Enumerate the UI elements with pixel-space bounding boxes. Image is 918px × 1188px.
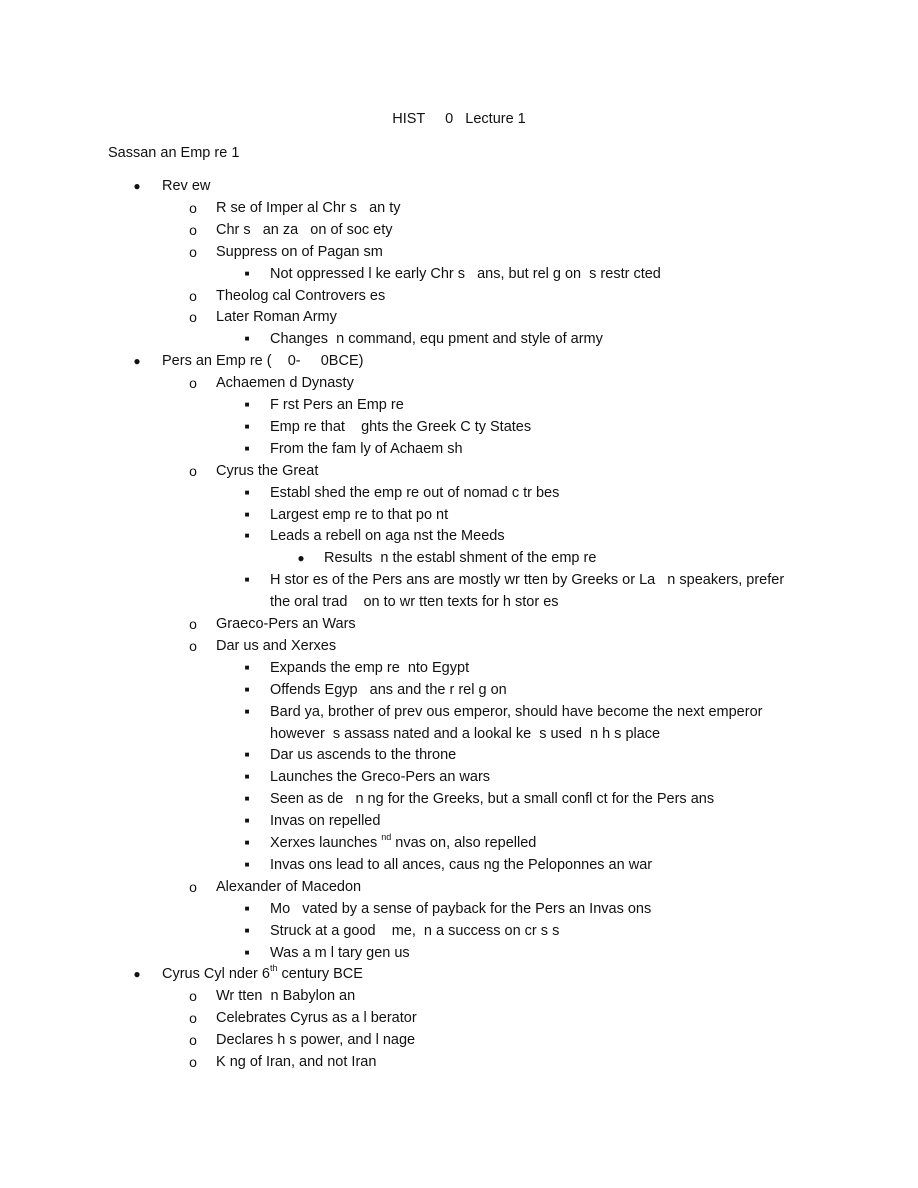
square-bullet-icon: ■ xyxy=(244,903,250,913)
square-bullet-icon: ■ xyxy=(244,487,250,497)
outline-item-text: however s assass nated and a lookal ke s used n h s place xyxy=(270,725,661,742)
outline-item-level-3 xyxy=(244,898,652,920)
square-bullet-icon: ■ xyxy=(244,443,250,453)
outline-item-text-after: century BCE xyxy=(277,966,363,983)
outline-item-text: Dar us ascends to the throne xyxy=(270,747,457,764)
outline-item-level-4 xyxy=(297,547,597,569)
outline-item-text: Expands the emp re nto Egypt xyxy=(270,659,470,676)
outline-item-level-3 xyxy=(244,744,457,766)
outline-item-text: Largest emp re to that po nt xyxy=(270,506,449,523)
outline-item-level-3 xyxy=(244,810,381,832)
outline-item-text: Launches the Greco-Pers an wars xyxy=(270,769,491,786)
outline-item-text: Bard ya, brother of prev ous emperor, should have become the next emperor xyxy=(270,703,763,720)
outline-item-level-3 xyxy=(244,920,560,942)
outline-item-text: Later Roman Army xyxy=(216,309,337,326)
outline-item-continuation xyxy=(270,591,559,613)
square-bullet-icon: ■ xyxy=(244,531,250,541)
outline-item-text: R se of Imper al Chr s an ty xyxy=(216,199,401,216)
square-bullet-icon: ■ xyxy=(244,334,250,344)
outline-item-text: Celebrates Cyrus as a l berator xyxy=(216,1010,417,1027)
square-bullet-icon: ■ xyxy=(244,838,250,847)
outline-item-level-3 xyxy=(244,657,470,679)
outline-item-level-3 xyxy=(244,679,507,701)
outline-item-text: Chr s an za on of soc ety xyxy=(216,221,393,238)
square-bullet-icon: ■ xyxy=(244,662,250,672)
outline-item-text: Xerxes launches xyxy=(270,835,382,851)
outline-item-level-1 xyxy=(133,175,211,197)
hollow-bullet-icon: o xyxy=(189,878,197,895)
square-bullet-icon: ■ xyxy=(244,575,250,585)
outline-item-text: Changes n command, equ pment and style of army xyxy=(270,331,603,348)
outline-item-text: Wr tten n Babylon an xyxy=(216,988,356,1005)
outline-item-text: Mo vated by a sense of payback for the Pers an Invas ons xyxy=(270,900,652,917)
outline-item-level-2 xyxy=(189,1007,417,1029)
outline-item-level-3 xyxy=(244,438,463,460)
outline-item-level-2 xyxy=(189,635,337,657)
outline-item-continuation xyxy=(270,723,660,745)
square-bullet-icon: ■ xyxy=(244,772,250,782)
outline-item-text: Seen as de n ng for the Greeks, but a small confl ct for the Pers ans xyxy=(270,791,715,808)
outline-item-level-2 xyxy=(189,241,383,263)
outline-item-level-2 xyxy=(189,372,354,394)
bullet-icon: ● xyxy=(297,551,305,566)
square-bullet-icon: ■ xyxy=(244,947,250,957)
outline-item-text: K ng of Iran, and not Iran xyxy=(216,1054,377,1070)
outline-item-text: Theolog cal Controvers es xyxy=(216,287,386,304)
hollow-bullet-icon: o xyxy=(189,988,197,1005)
outline-item-text: Graeco-Pers an Wars xyxy=(216,616,356,632)
square-bullet-icon: ■ xyxy=(244,400,250,409)
section-heading: Sassan an Emp re 1 xyxy=(108,145,240,161)
outline-item-level-2 xyxy=(189,460,319,482)
square-bullet-icon: ■ xyxy=(244,816,250,826)
outline-item-text: Results n the establ shment of the emp re xyxy=(324,550,597,567)
outline-item-text: Establ shed the emp re out of nomad c tr bes xyxy=(270,484,560,501)
hollow-bullet-icon: o xyxy=(189,243,197,260)
outline-item-level-2 xyxy=(189,306,337,328)
bullet-icon: ● xyxy=(133,967,141,982)
outline-item-level-1 xyxy=(133,963,363,985)
outline-item-level-3 xyxy=(244,766,491,788)
outline-item-text: Alexander of Macedon xyxy=(216,878,362,895)
outline-item-text: Invas ons lead to all ances, caus ng the Peloponnes an war xyxy=(270,856,653,873)
square-bullet-icon: ■ xyxy=(244,706,250,716)
hollow-bullet-icon: o xyxy=(189,375,197,392)
outline-item-level-3 xyxy=(244,328,603,350)
outline-item-level-3 xyxy=(244,263,661,285)
lecture-title: HIST 0 Lecture 1 xyxy=(392,111,526,127)
outline-item-text: Dar us and Xerxes xyxy=(216,637,337,654)
outline-item-level-3 xyxy=(244,832,537,854)
outline-item-level-2 xyxy=(189,285,386,307)
square-bullet-icon: ■ xyxy=(244,794,250,804)
outline-item-text: the oral trad on to wr tten texts for h stor es xyxy=(270,594,559,611)
outline-item-text-after: nvas on, also repelled xyxy=(391,835,537,851)
outline-item-level-1 xyxy=(133,350,364,372)
bullet-icon: ● xyxy=(133,354,141,369)
outline-item-level-3 xyxy=(244,942,410,964)
outline-item-text: Declares h s power, and l nage xyxy=(216,1032,416,1049)
hollow-bullet-icon: o xyxy=(189,1010,197,1027)
square-bullet-icon: ■ xyxy=(244,509,250,519)
outline-item-level-2 xyxy=(189,985,356,1007)
outline-item-text: Was a m l tary gen us xyxy=(270,944,410,961)
square-bullet-icon: ■ xyxy=(244,925,250,935)
superscript: th xyxy=(269,963,278,974)
outline-item-text: Emp re that ghts the Greek C ty States xyxy=(270,418,532,435)
hollow-bullet-icon: o xyxy=(189,637,197,654)
square-bullet-icon: ■ xyxy=(244,268,250,278)
outline-item-text: Rev ew xyxy=(162,178,211,194)
hollow-bullet-icon: o xyxy=(189,1032,197,1049)
outline-item-text: Pers an Emp re ( 0- 0BCE) xyxy=(162,353,364,370)
outline-item-level-3 xyxy=(244,854,653,876)
outline-item-text: Offends Egyp ans and the r rel g on xyxy=(270,681,507,698)
outline-item-text: Invas on repelled xyxy=(270,813,381,830)
outline-item-level-2 xyxy=(189,1029,416,1051)
hollow-bullet-icon: o xyxy=(189,462,197,479)
outline-item-level-3 xyxy=(244,504,449,526)
outline-item-level-3 xyxy=(244,416,532,438)
outline-item-text: Leads a rebell on aga nst the Meeds xyxy=(270,528,505,545)
outline-item-text: Cyrus Cyl nder 6 xyxy=(162,966,270,983)
hollow-bullet-icon: o xyxy=(189,287,197,304)
outline-item-level-2 xyxy=(189,613,356,635)
hollow-bullet-icon: o xyxy=(189,309,197,326)
square-bullet-icon: ■ xyxy=(244,684,250,694)
outline-item-level-3 xyxy=(244,788,715,810)
outline-item-level-2 xyxy=(189,219,393,241)
outline-item-text: Cyrus the Great xyxy=(216,462,319,479)
outline-item-text: F rst Pers an Emp re xyxy=(270,397,404,413)
hollow-bullet-icon: o xyxy=(189,221,197,238)
outline-item-level-3 xyxy=(244,701,763,723)
square-bullet-icon: ■ xyxy=(244,750,250,760)
outline-item-text: H stor es of the Pers ans are mostly wr tten by Greeks or La n speakers, prefer xyxy=(270,572,785,589)
hollow-bullet-icon: o xyxy=(189,199,197,216)
square-bullet-icon: ■ xyxy=(244,421,250,431)
outline-item-text: Struck at a good me, n a success on cr s s xyxy=(270,922,560,939)
outline-item-level-2 xyxy=(189,197,401,219)
hollow-bullet-icon: o xyxy=(189,1054,197,1070)
outline-item-level-2 xyxy=(189,1051,377,1073)
outline-item-text: Suppress on of Pagan sm xyxy=(216,243,383,260)
outline-item-level-2 xyxy=(189,876,362,898)
hollow-bullet-icon: o xyxy=(189,616,197,632)
bullet-icon: ● xyxy=(133,179,141,193)
square-bullet-icon: ■ xyxy=(244,859,250,869)
outline-item-level-3 xyxy=(244,394,404,416)
superscript: nd xyxy=(381,832,392,842)
outline-item-text: Not oppressed l ke early Chr s ans, but rel g on s restr cted xyxy=(270,265,661,282)
outline-item-level-3 xyxy=(244,525,505,547)
outline-item-text: Achaemen d Dynasty xyxy=(216,375,354,392)
outline-item-level-3 xyxy=(244,569,785,591)
outline-item-text: From the fam ly of Achaem sh xyxy=(270,440,463,457)
outline-item-level-3 xyxy=(244,482,560,504)
